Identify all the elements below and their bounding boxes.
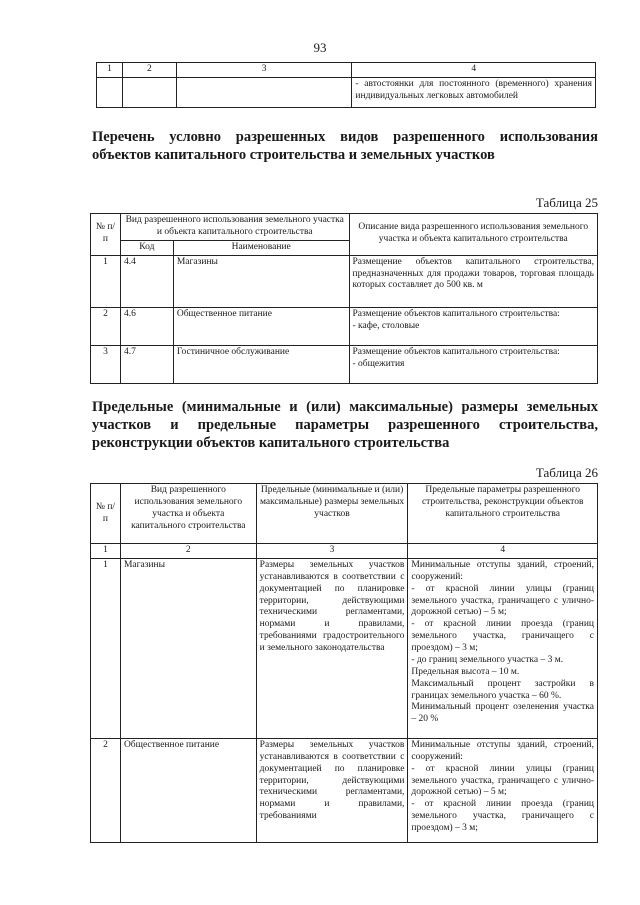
col-header-4: 4	[352, 63, 596, 78]
table-cell	[122, 77, 176, 107]
table-cell	[176, 77, 352, 107]
row-desc	[349, 307, 598, 345]
table-row	[91, 345, 598, 383]
param-line: Минимальные отступы зданий, строений, сооружений:	[411, 739, 594, 762]
page-number: 93	[313, 40, 327, 55]
row-name: Гостиничное обслуживание	[173, 345, 349, 383]
header-name: Наименование	[173, 240, 349, 255]
row-desc: Размещение объектов капитального строительства, предназначенных для продажи товаров, торговая площадь которых составляет до 500 кв. м	[349, 255, 598, 307]
header-params: Предельные параметры разрешенного строительства, реконструкции объектов капитального строительства	[408, 484, 598, 544]
table-row	[91, 738, 598, 842]
header-code: Код	[120, 240, 173, 255]
row-desc-text: Размещение объектов капитального строительства:	[352, 346, 560, 357]
row-name: Общественное питание	[120, 738, 256, 842]
table-26	[90, 483, 598, 843]
row-num: 2	[91, 738, 121, 842]
row-params	[408, 558, 598, 738]
table-25	[90, 213, 598, 384]
row-desc	[349, 345, 598, 383]
param-line: - от красной линии проезда (границ земельного участка, граничащего с проездом) – 3 м;	[411, 619, 594, 653]
table-cell	[97, 77, 123, 107]
table-row	[91, 307, 598, 345]
col-number-1: 1	[91, 544, 121, 559]
row-code: 4.6	[120, 307, 173, 345]
row-name: Магазины	[173, 255, 349, 307]
row-params	[408, 738, 598, 842]
row-code: 4.7	[120, 345, 173, 383]
param-line: Предельная высота – 10 м.	[411, 666, 520, 677]
header-description: Описание вида разрешенного использования земельного участка и объекта капитального строительства	[349, 214, 598, 256]
header-sizes: Предельные (минимальные и (или) максимальные) размеры земельных участков	[256, 484, 408, 544]
col-number-3: 3	[256, 544, 408, 559]
param-line: - от красной линии проезда (границ земельного участка, граничащего с проездом) – 3 м;	[411, 799, 594, 833]
param-line: - от красной линии улицы (границ земельного участка, граничащего с улично-дорожной сетью) – 5 м;	[411, 583, 594, 618]
row-desc-item: - общежития	[352, 358, 405, 369]
table-25-caption: Таблица 25	[535, 195, 598, 210]
col-header-2: 2	[122, 63, 176, 78]
continuation-table	[96, 62, 596, 108]
param-line: Максимальный процент застройки в границах земельного участка – 60 %.	[411, 678, 594, 701]
col-header-1: 1	[97, 63, 123, 78]
header-kind: Вид разрешенного использования земельного участка и объекта капитального строительства	[120, 214, 349, 241]
param-line: - от красной линии улицы (границ земельного участка, граничащего с улично-дорожной сетью) – 5 м;	[411, 763, 594, 798]
header-num: № п/п	[91, 214, 121, 256]
row-name: Магазины	[120, 558, 256, 738]
row-sizes: Размеры земельных участков устанавливаются в соответствии с документацией по планировке территории, действующими техническими регламентами, нормами и правилами, требованиями	[256, 738, 408, 842]
header-num: № п/п	[91, 484, 121, 544]
section-heading-1: Перечень условно разрешенных видов разрешенного использования объектов капитального строительства и земельных участков	[92, 129, 598, 163]
row-num: 1	[91, 255, 121, 307]
param-line: Минимальные отступы зданий, строений, сооружений:	[411, 559, 594, 582]
param-line: - до границ земельного участка – 3 м.	[411, 654, 564, 665]
table-row	[91, 255, 598, 307]
row-num: 2	[91, 307, 121, 345]
row-num: 1	[91, 558, 121, 738]
col-number-2: 2	[120, 544, 256, 559]
row-code: 4.4	[120, 255, 173, 307]
row-sizes: Размеры земельных участков устанавливаются в соответствии с документацией по планировке территории, действующими техническими регламентами, нормами и правилами, требованиями градостроительного и земельного законодательства	[256, 558, 408, 738]
table-26-caption: Таблица 26	[535, 465, 598, 480]
section-heading-2: Предельные (минимальные и (или) максимальные) размеры земельных участков и предельные параметры разрешенного строительства, реконструкции объектов капитального строительства	[92, 399, 598, 451]
table-row	[91, 558, 598, 738]
row-num: 3	[91, 345, 121, 383]
table-cell: - автостоянки для постоянного (временного) хранения индивидуальных легковых автомобилей	[352, 77, 596, 107]
param-line: Минимальный процент озеленения участка – 20 %	[411, 702, 594, 725]
col-header-3: 3	[176, 63, 352, 78]
row-desc-item: - кафе, столовые	[352, 320, 420, 331]
col-number-4: 4	[408, 544, 598, 559]
header-kind: Вид разрешенного использования земельного участка и объекта капитального строительства	[120, 484, 256, 544]
row-name: Общественное питание	[173, 307, 349, 345]
row-desc-text: Размещение объектов капитального строительства:	[352, 308, 560, 319]
